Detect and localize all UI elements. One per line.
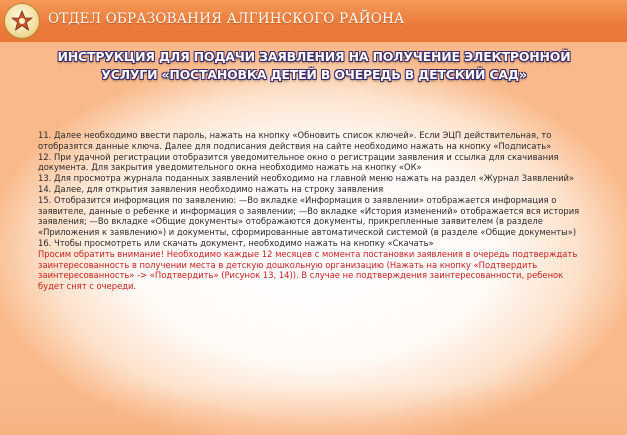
step-13: 13. Для просмотра журнала поданных заявлений необходимо на главной меню нажать на раздел «Журнал Заявлений» bbox=[38, 173, 575, 184]
header-bar bbox=[0, 0, 627, 45]
step-11: 11. Далее необходимо ввести пароль, нажать на кнопку «Обновить список ключей». Если ЭЦП действительная, то отобразятся данные ключа. Далее для подписания действия на сайте необходимо нажать на кнопку «Подписать» bbox=[38, 130, 552, 151]
instruction-title bbox=[40, 48, 588, 84]
title-line-2: УСЛУГИ «ПОСТАНОВКА ДЕТЕЙ В ОЧЕРЕДЬ В ДЕТСКИЙ САД» bbox=[101, 67, 527, 82]
warning-notice: Просим обратить внимание! Необходимо каждые 12 месяцев с момента постановки заявления в очередь подтверждать заинтересованность в получении места в детскую дошкольную организацию (Нажать на кнопку «Подтвердить заинтересованность» -> «Подтвердить» (Рисунок 13, 14)). В случае не подтверждения заинтересованности, ребенок будет снят с очереди. bbox=[38, 248, 578, 292]
step-12: 12. При удачной регистрации отобразится уведомительное окно о регистрации заявления и ссылка для скачивания документа. Для закрытия уведомительного окна необходимо нажать на кнопку «ОК» bbox=[38, 151, 559, 173]
title-line-1: ИНСТРУКЦИЯ ДЛЯ ПОДАЧИ ЗАЯВЛЕНИЯ НА ПОЛУЧЕНИЕ ЭЛЕКТРОННОЙ bbox=[57, 49, 571, 64]
step-15: 15. Отобразится информация по заявлению: —Во вкладке «Информация о заявлении» отображается информация о заявителе, данные о ребенке и информация о заявлении; —Во вкладке «История изменений» отображается вся история заявления; —Во вкладке «Общие документы» отображаются документы, прикрепленные заявителем (в разделе «Приложения к заявлению») и документы, сформированные автоматической системой (в разделе «Общие документы») bbox=[38, 194, 580, 238]
step-14: 14. Далее, для открытия заявления необходимо нажать на строку заявления bbox=[38, 183, 384, 194]
instruction-body bbox=[38, 130, 590, 292]
step-16: 16. Чтобы просмотреть или скачать документ, необходимо нажать на кнопку «Скачать» bbox=[38, 237, 434, 248]
background-gradient bbox=[0, 385, 627, 435]
org-title: ОТДЕЛ ОБРАЗОВАНИЯ АЛГИНСКОГО РАЙОНА bbox=[48, 11, 405, 27]
emblem-icon bbox=[4, 3, 40, 39]
